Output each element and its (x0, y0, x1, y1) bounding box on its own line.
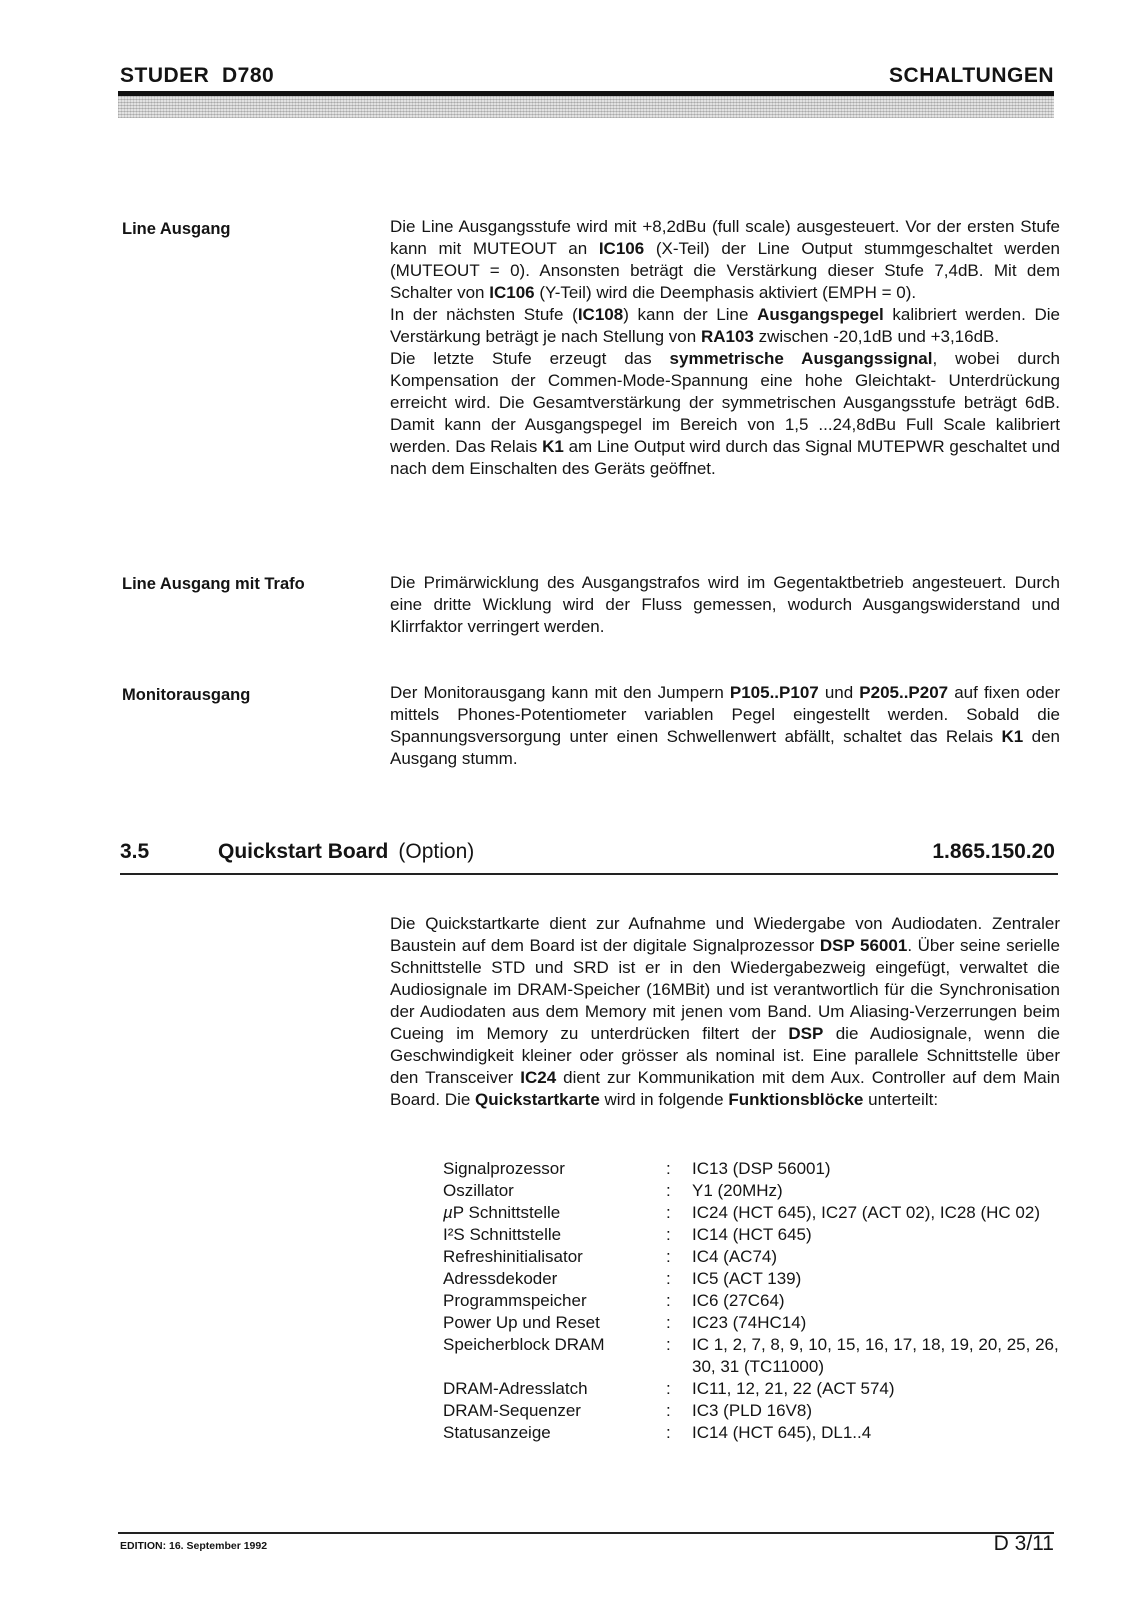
component-name: DRAM-Adresslatch (443, 1379, 588, 1398)
paragraph: Die Primärwicklung des Ausgangstrafos wird im Gegentaktbetrieb angesteuert. Durch eine dritte Wicklung wird der Fluss gemessen, wodurch Ausgangswiderstand und Klirrfaktor verringert werden. (390, 573, 1060, 636)
text-run: (X-Teil) der Line Output stummgeschaltet werden (MUTEOUT = 0). Ansonsten beträgt die Verstärkung dieser Stufe 7,4dB. Mit dem Schalter von (390, 239, 1060, 302)
section-title-text: Quickstart Board (218, 840, 389, 863)
colon: : (666, 1203, 671, 1222)
colon: : (666, 1269, 671, 1288)
section-title (218, 840, 474, 864)
text-run: unterteilt: (863, 1090, 939, 1109)
component-row (443, 1202, 1063, 1224)
header-hatched-band (118, 96, 1054, 118)
component-name: P Schnittstelle (452, 1203, 561, 1222)
component-name: Adressdekoder (443, 1269, 558, 1288)
component-row (443, 1246, 1063, 1268)
text-run: kalibriert werden. Die Verstärkung beträgt je nach Stellung von (390, 305, 1060, 346)
paragraph (390, 348, 1060, 480)
component-name: Refreshinitialisator (443, 1247, 583, 1266)
text-run: Die Quickstartkarte dient zur Aufnahme und Wiedergabe von Audiodaten. Zentraler Baustein auf dem Board ist der digitale Signalprozessor (390, 914, 1060, 955)
text-monitorausgang (390, 682, 1060, 770)
component-name: Statusanzeige (443, 1423, 551, 1442)
mu-symbol: µ (443, 1203, 453, 1222)
text-run: die Audiosignale, wenn die Geschwindigkeit kleiner oder grösser als nominal ist. Eine parallele Schnittstelle über den Transceiver (390, 1024, 1060, 1087)
header-chapter: SCHALTUNGEN (889, 64, 1054, 87)
component-row (443, 1180, 1063, 1202)
text-bold: IC108 (577, 305, 624, 324)
footer-edition: EDITION: 16. September 1992 (120, 1540, 268, 1552)
component-value: IC13 (DSP 56001) (692, 1159, 831, 1178)
paragraph (390, 304, 1060, 348)
text-bold: DSP (788, 1024, 824, 1043)
text-quickstart (390, 913, 1060, 1111)
text-run: (Y-Teil) wird die Deemphasis aktiviert (EMPH = 0). (534, 283, 917, 302)
component-name: DRAM-Sequenzer (443, 1401, 581, 1420)
component-list (443, 1158, 1063, 1444)
colon: : (666, 1401, 671, 1420)
label-monitorausgang: Monitorausgang (122, 686, 251, 704)
text-run: zwischen -20,1dB und +3,16dB. (753, 327, 1000, 346)
component-row (443, 1224, 1063, 1246)
component-row (443, 1334, 1063, 1378)
component-row (443, 1378, 1063, 1400)
colon: : (666, 1423, 671, 1442)
component-value: IC24 (HCT 645), IC27 (ACT 02), IC28 (HC 02) (692, 1203, 1040, 1222)
label-line-ausgang-trafo: Line Ausgang mit Trafo (122, 575, 305, 593)
text-run: Die letzte Stufe erzeugt das (390, 349, 670, 368)
paragraph (390, 216, 1060, 304)
component-name: Signalprozessor (443, 1159, 565, 1178)
colon: : (666, 1159, 671, 1178)
component-row (443, 1268, 1063, 1290)
text-bold: K1 (1001, 727, 1024, 746)
component-row (443, 1422, 1063, 1444)
text-run: auf fixen oder mittels Phones-Potentiometer variablen Pegel eingestellt werden. Sobald die Spannungsversorgung unter einen Schwellenwert abfällt, schaltet das Relais (390, 683, 1060, 746)
text-bold: Quickstartkarte (475, 1090, 600, 1109)
component-value: Y1 (20MHz) (692, 1181, 783, 1200)
colon: : (666, 1379, 671, 1398)
text-bold: IC106 (598, 239, 645, 258)
text-bold: DSP 56001 (819, 936, 908, 955)
text-run: wird in folgende (599, 1090, 729, 1109)
component-row (443, 1400, 1063, 1422)
colon: : (666, 1225, 671, 1244)
text-run: . Über seine serielle Schnittstelle STD und SRD ist er in den Wiedergabezweig eingefügt, verwaltet die Audiosignale im DRAM-Speicher (16MBit) und ist verantwortlich für die Synchronisation der Audiodaten aus dem Memory mit jenen vom Band. Um Aliasing-Verzerrungen beim Cueing im Memory zu unterdrücken filtert der (390, 936, 1060, 1043)
text-bold: IC106 (489, 283, 535, 302)
footer-rule (118, 1532, 1054, 1534)
section-title-option: (Option) (398, 840, 475, 863)
text-run: den Ausgang stumm. (390, 727, 1060, 768)
paragraph (390, 913, 1060, 1111)
component-value: IC 1, 2, 7, 8, 9, 10, 15, 16, 17, 18, 19, 20, 25, 26, 30, 31 (TC11000) (692, 1335, 1059, 1376)
component-row (443, 1290, 1063, 1312)
component-value: IC14 (HCT 645), DL1..4 (692, 1423, 872, 1442)
component-value: IC14 (HCT 645) (692, 1225, 812, 1244)
text-run: Der Monitorausgang kann mit den Jumpern (390, 683, 730, 702)
text-bold: RA103 (700, 327, 754, 346)
component-row (443, 1312, 1063, 1334)
text-run: , wobei durch Kompensation der Commen-Mode-Spannung eine hohe Gleichtakt- Unterdrückung erreicht wird. Die Gesamtverstärkung der symmetrischen Ausgangsstufe beträgt 6dB. Damit kann der Ausgangspegel im Bereich von 1,5 ...24,8dBu Full Scale kalibriert werden. Das Relais (390, 349, 1060, 456)
text-bold: P105..P107 (729, 683, 819, 702)
section-rule (120, 873, 1058, 875)
text-bold: K1 (542, 437, 564, 456)
component-name: Programmspeicher (443, 1291, 587, 1310)
colon: : (666, 1313, 671, 1332)
text-bold: P205..P207 (859, 683, 949, 702)
text-run: am Line Output wird durch das Signal MUTEPWR geschaltet und nach dem Einschalten des Geräts geöffnet. (390, 437, 1060, 478)
paragraph (390, 682, 1060, 770)
section-part-number: 1.865.150.20 (932, 840, 1055, 863)
text-run: und (818, 683, 860, 702)
component-value: IC6 (27C64) (692, 1291, 785, 1310)
text-run: dient zur Kommunikation mit dem Aux. Controller auf dem Main Board. Die (390, 1068, 1060, 1109)
component-value: IC4 (AC74) (692, 1247, 778, 1266)
text-line-ausgang (390, 216, 1060, 480)
component-value: IC5 (ACT 139) (692, 1269, 802, 1288)
text-bold: symmetrische Ausgangssignal (669, 349, 933, 368)
text-run: ) kann der Line (623, 305, 758, 324)
colon: : (666, 1181, 671, 1200)
text-run: In der nächsten Stufe ( (390, 305, 578, 324)
component-name: Oszillator (443, 1181, 514, 1200)
component-name-wrap (443, 1202, 666, 1224)
colon: : (666, 1291, 671, 1310)
component-value: IC23 (74HC14) (692, 1313, 807, 1332)
colon: : (666, 1247, 671, 1266)
component-value: IC3 (PLD 16V8) (692, 1401, 812, 1420)
component-value: IC11, 12, 21, 22 (ACT 574) (692, 1379, 895, 1398)
section-number: 3.5 (120, 840, 150, 863)
footer-page-number: D 3/11 (993, 1532, 1054, 1555)
text-bold: Funktionsblöcke (728, 1090, 864, 1109)
colon: : (666, 1335, 671, 1354)
component-name: I²S Schnittstelle (443, 1225, 562, 1244)
header-product: STUDER D780 (120, 64, 275, 87)
text-bold: Ausgangspegel (757, 305, 884, 324)
text-bold: IC24 (520, 1068, 557, 1087)
component-row (443, 1158, 1063, 1180)
label-line-ausgang: Line Ausgang (122, 220, 231, 238)
text-run: Die Line Ausgangsstufe wird mit +8,2dBu (full scale) ausgesteuert. Vor der ersten Stufe kann mit MUTEOUT an (390, 217, 1060, 258)
component-name: Speicherblock DRAM (443, 1335, 605, 1354)
text-line-ausgang-trafo (390, 572, 1060, 638)
component-name: Power Up und Reset (443, 1313, 600, 1332)
